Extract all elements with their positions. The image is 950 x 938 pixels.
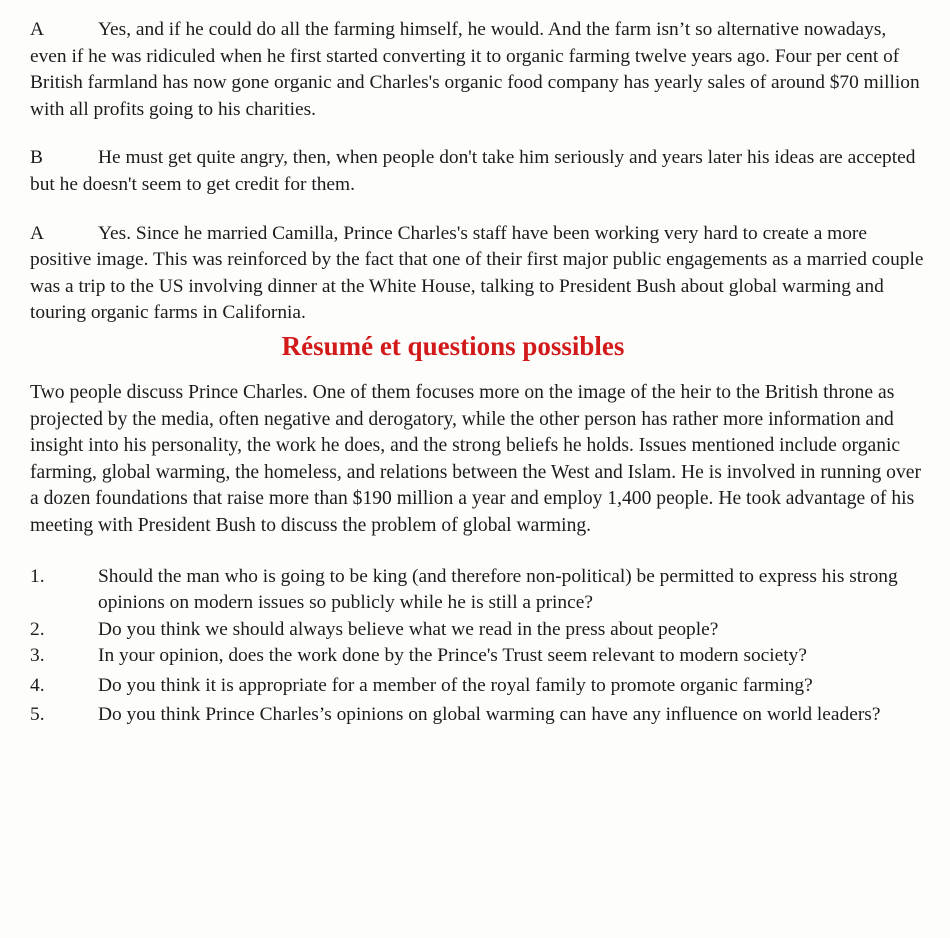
summary-title: Résumé et questions possibles [281, 330, 625, 361]
question-number: 1. [30, 565, 45, 587]
question-text: In your opinion, does the work done by the Prince's Trust seem relevant to modern society? [98, 645, 807, 667]
dialogue-text: Yes, and if he could do all the farming himself, he would. And the farm isn’t so alternative nowadays, even if he was ridiculed when he first started converting it to organic farming twelve years ago. Four per cent of British farmland has now gone organic and Charles's organic food company has yearly sales of around $70 million with all profits going to his charities. [30, 19, 920, 120]
speaker-label: A [30, 222, 45, 244]
question-item [30, 673, 926, 700]
question-text: Do you think it is appropriate for a member of the royal family to promote organic farming? [98, 674, 813, 696]
question-item [30, 702, 926, 729]
dialogue-text: Yes. Since he married Camilla, Prince Charles's staff have been working very hard to create a more positive image. This was reinforced by the fact that one of their first major public engagements as a married couple was a trip to the US involving dinner at the White House, talking to President Bush about global warming and touring organic farms in California. [30, 222, 924, 324]
dialogue-text: He must get quite angry, then, when people don't take him seriously and years later his ideas are accepted but he doesn't seem to get credit for them. [30, 147, 916, 195]
question-text: Should the man who is going to be king (and therefore non-political) be permitted to express his strong opinions on modern issues so publicly while he is still a prince? [98, 565, 898, 614]
question-item [30, 564, 926, 617]
question-text: Do you think Prince Charles’s opinions on global warming can have any influence on world leaders? [98, 704, 881, 726]
question-item [30, 643, 926, 670]
questions-list [30, 564, 926, 730]
question-number: 5. [30, 704, 45, 726]
question-number: 4. [30, 674, 45, 696]
speaker-label: A [30, 19, 45, 40]
question-number: 3. [30, 645, 45, 667]
question-number: 2. [30, 618, 45, 640]
summary-paragraph: Two people discuss Prince Charles. One of them focuses more on the image of the heir to the British throne as projected by the media, often negative and derogatory, while the other person has rather more information and insight into his personality, the work he does, and the strong beliefs he holds. Issues mentioned include organic farming, global warming, the homeless, and relations between the West and Islam. He is involved in running over a dozen foundations that raise more than $190 million a year and employ 1,400 people. He took advantage of his meeting with President Bush to discuss the problem of global warming. [30, 381, 921, 536]
question-item [30, 617, 926, 644]
dialogue-paragraph [30, 17, 926, 123]
dialogue-paragraph [30, 145, 926, 198]
dialogue-section [30, 17, 926, 327]
document-page [30, 17, 926, 729]
speaker-label: B [30, 147, 43, 169]
dialogue-paragraph [30, 221, 926, 327]
question-text: Do you think we should always believe what we read in the press about people? [98, 618, 719, 640]
